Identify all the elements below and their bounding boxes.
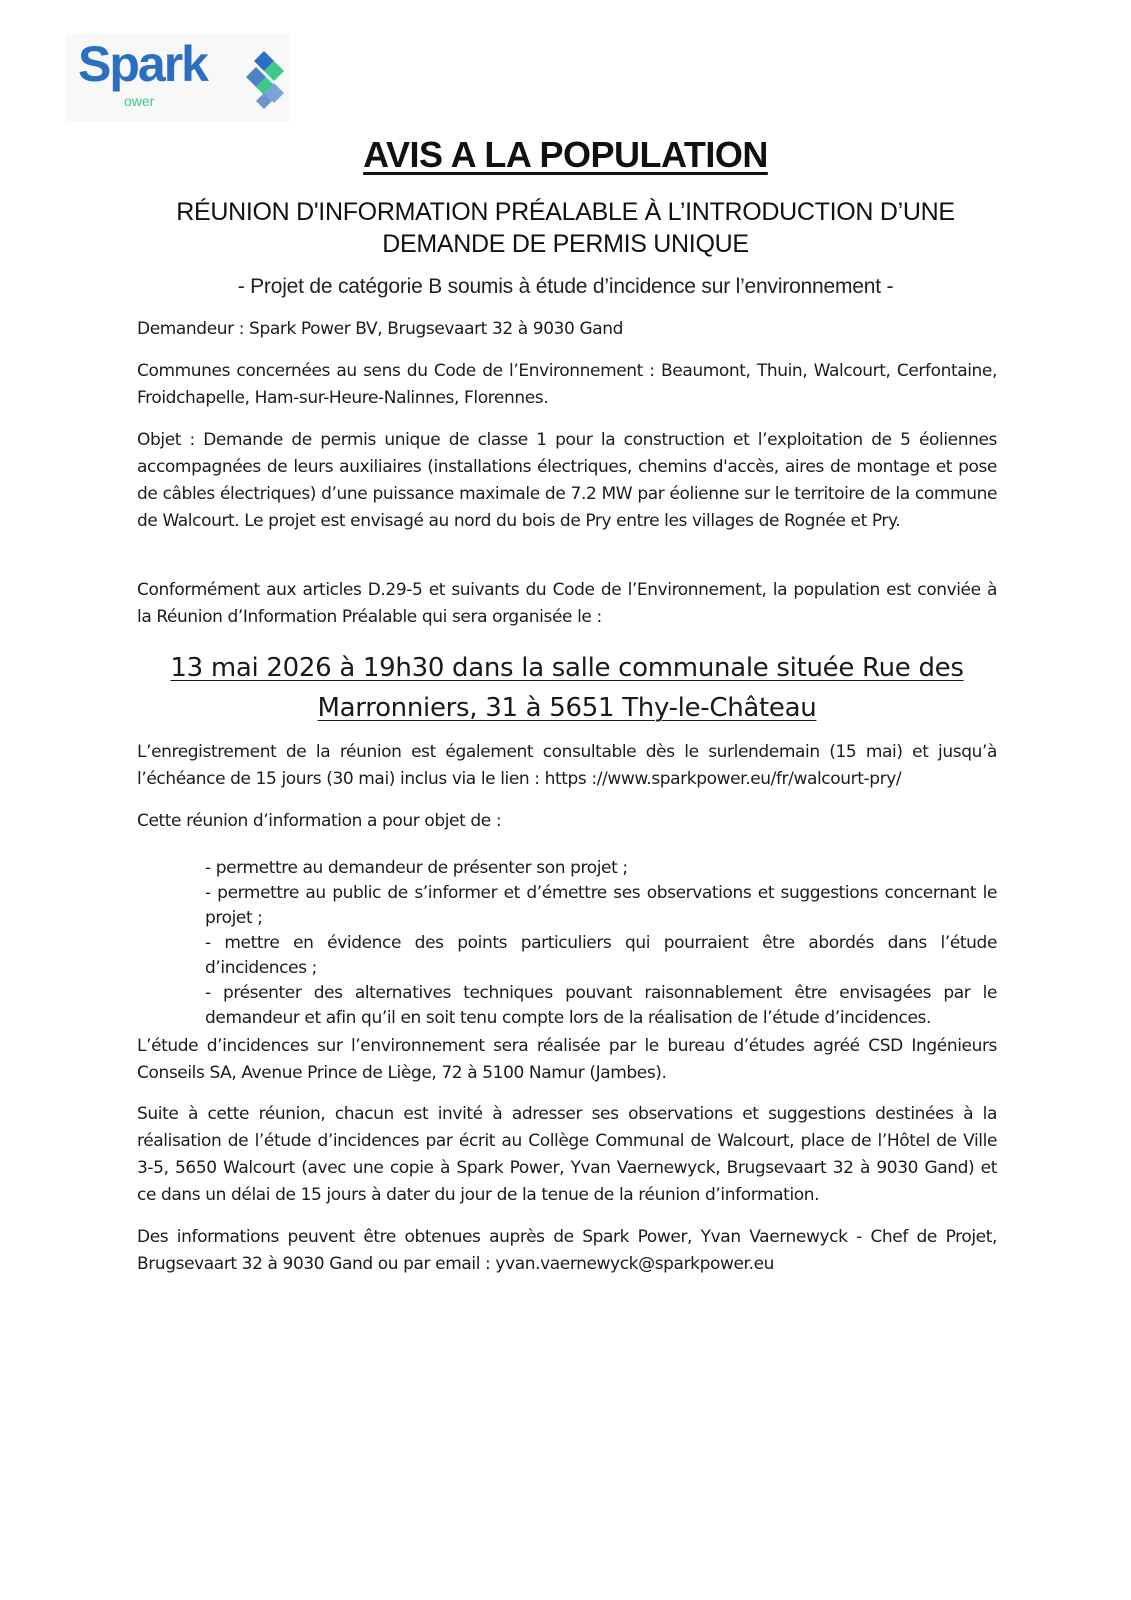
project-category: - Projet de catégorie B soumis à étude d’incidence sur l’environnement - xyxy=(237,275,894,298)
object-paragraph: Objet : Demande de permis unique de classe 1 pour la construction et l’exploitation de 5 éoliennes accompagnées de leurs auxiliaires (installations électriques, chemins d'accès, aires de montage et pose de câbles électriques) d’une puissance maximale de 7.2 MW par éolienne sur le territoire de la commune de Walcourt. Le projet est envisagé au nord du bois de Pry entre les villages de Rognée et Pry. xyxy=(137,430,997,531)
communes-paragraph: Communes concernées au sens du Code de l’Environnement : Beaumont, Thuin, Walcourt, Cerfontaine, Froidchapelle, Ham-sur-Heure-Nalinnes, Florennes. xyxy=(137,361,997,408)
list-item: - permettre au public de s’informer et d’émettre ses observations et suggestions concernant le projet ; xyxy=(205,883,997,928)
list-item: - présenter des alternatives techniques pouvant raisonnablement être envisagées par le demandeur et afin qu’il en soit tenu compte lors de la réalisation de l’étude d’incidences. xyxy=(205,983,997,1028)
objectives-list xyxy=(205,856,997,1031)
contact-paragraph: Des informations peuvent être obtenues auprès de Spark Power, Yvan Vaernewyck - Chef de Projet, Brugsevaart 32 à 9030 Gand ou par email : yvan.vaernewyck@sparkpower.eu xyxy=(137,1227,997,1274)
logo-diamond-icon xyxy=(242,49,286,109)
compliance-paragraph: Conformément aux articles D.29-5 et suivants du Code de l’Environnement, la population est conviée à la Réunion d’Information Préalable qui sera organisée le : xyxy=(137,580,997,627)
page-title: AVIS A LA POPULATION xyxy=(363,134,768,175)
impact-study-paragraph: L’étude d’incidences sur l’environnement sera réalisée par le bureau d’études agréé CSD Ingénieurs Conseils SA, Avenue Prince de Liège, 72 à 5100 Namur (Jambes). xyxy=(137,1036,997,1083)
spark-power-logo xyxy=(66,33,290,121)
logo-wordmark: Spark xyxy=(78,36,207,92)
applicant-paragraph: Demandeur : Spark Power BV, Brugsevaart 32 à 9030 Gand xyxy=(137,319,624,339)
document-subtitle: RÉUNION D'INFORMATION PRÉALABLE À L’INTRODUCTION D’UNE DEMANDE DE PERMIS UNIQUE xyxy=(176,198,955,258)
follow-up-paragraph: Suite à cette réunion, chacun est invité à adresser ses observations et suggestions destinées à la réalisation de l’étude d’incidences par écrit au Collège Communal de Walcourt, place de l’Hôtel de Ville 3-5, 5650 Walcourt (avec une copie à Spark Power, Yvan Vaernewyck, Brugsevaart 32 à 9030 Gand) et ce dans un délai de 15 jours à dater du jour de la tenue de la réunion d’information. xyxy=(137,1104,997,1205)
logo-subtext: ower xyxy=(124,93,155,109)
objectives-intro: Cette réunion d’information a pour objet de : xyxy=(137,811,502,831)
list-item: - mettre en évidence des points particuliers qui pourraient être abordés dans l’étude d’incidences ; xyxy=(205,933,997,978)
recording-paragraph: L’enregistrement de la réunion est également consultable dès le surlendemain (15 mai) et jusqu’à l’échéance de 15 jours (30 mai) inclus via le lien : https ://www.sparkpower.eu/fr/walcourt-pry/ xyxy=(137,742,997,789)
meeting-date-location: 13 mai 2026 à 19h30 dans la salle communale située Rue des Marronniers, 31 à 5651 Thy-le-Château xyxy=(170,653,964,723)
list-item: - permettre au demandeur de présenter son projet ; xyxy=(205,858,628,878)
